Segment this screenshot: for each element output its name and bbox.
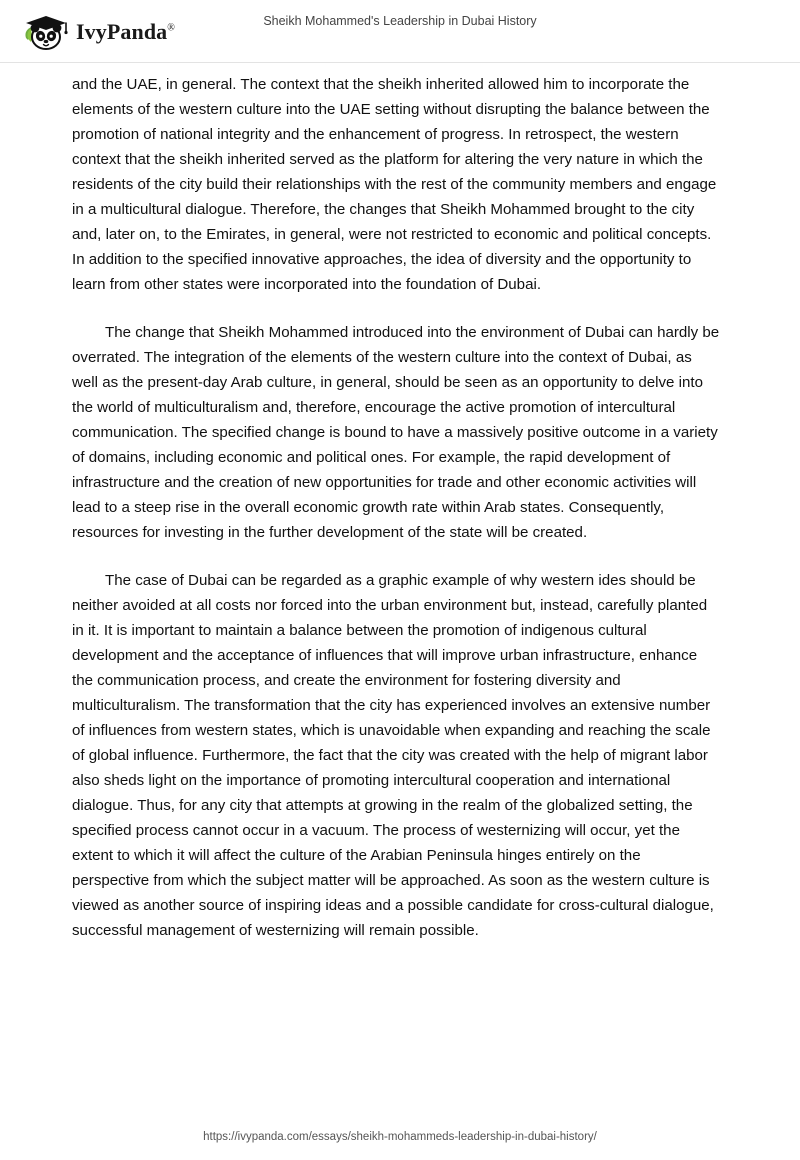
source-url-link[interactable]: https://ivypanda.com/essays/sheikh-mohammeds-leadership-in-dubai-history/ bbox=[203, 1131, 597, 1143]
paragraph-1: and the UAE, in general. The context that the sheikh inherited allowed him to incorporate the elements of the western culture into the UAE setting without disrupting the balance between the promotion of national integrity and the enhancement of progress. In retrospect, the western context that the sheikh inherited served as the platform for altering the very nature in which the residents of the city build their relationships with the rest of the community members and engage in a multicultural dialogue. Therefore, the changes that Sheikh Mohammed brought to the city and, later on, to the Emirates, in general, were not restricted to economic and political concepts. In addition to the specified innovative approaches, the idea of diversity and the opportunity to learn from other states were incorporated into the foundation of Dubai. bbox=[72, 76, 717, 293]
registered-mark: ® bbox=[167, 22, 175, 34]
page-footer bbox=[0, 1131, 800, 1143]
header-divider bbox=[0, 62, 800, 63]
document-body bbox=[72, 72, 720, 966]
page-header bbox=[0, 0, 800, 62]
brand-name-text: IvyPanda bbox=[76, 19, 168, 44]
document-title: Sheikh Mohammed's Leadership in Dubai History bbox=[263, 14, 537, 28]
paragraph-3: The case of Dubai can be regarded as a graphic example of why western ides should be neither avoided at all costs nor forced into the urban environment but, instead, carefully planted in it. It is important to maintain a balance between the promotion of indigenous cultural development and the acceptance of influences that will improve urban infrastructure, enhance the communication process, and create the environment for fostering diversity and multiculturalism. The transformation that the city has experienced involves an extensive number of influences from western states, which is unavoidable when expanding and reaching the scale of global influence. Furthermore, the fact that the city was created with the help of migrant labor also sheds light on the importance of promoting intercultural cooperation and international dialogue. Thus, for any city that attempts at growing in the realm of the globalized setting, the specified process cannot occur in a vacuum. The process of westernizing will occur, yet the extent to which it will affect the culture of the Arabian Peninsula hinges entirely on the perspective from which the subject matter will be approached. As soon as the western culture is viewed as another source of inspiring ideas and a possible candidate for cross-cultural dialogue, successful management of westernizing will remain possible. bbox=[72, 572, 714, 939]
paragraph-2: The change that Sheikh Mohammed introduced into the environment of Dubai can hardly be overrated. The integration of the elements of the western culture into the context of Dubai, as well as the present-day Arab culture, in general, should be seen as an opportunity to delve into the world of multiculturalism and, therefore, encourage the active promotion of intercultural communication. The specified change is bound to have a massively positive outcome in a variety of domains, including economic and political ones. For example, the rapid development of infrastructure and the creation of new opportunities for trade and other economic activities will lead to a steep rise in the overall economic growth rate within Arab states. Consequently, resources for investing in the further development of the state will be created. bbox=[72, 324, 720, 541]
